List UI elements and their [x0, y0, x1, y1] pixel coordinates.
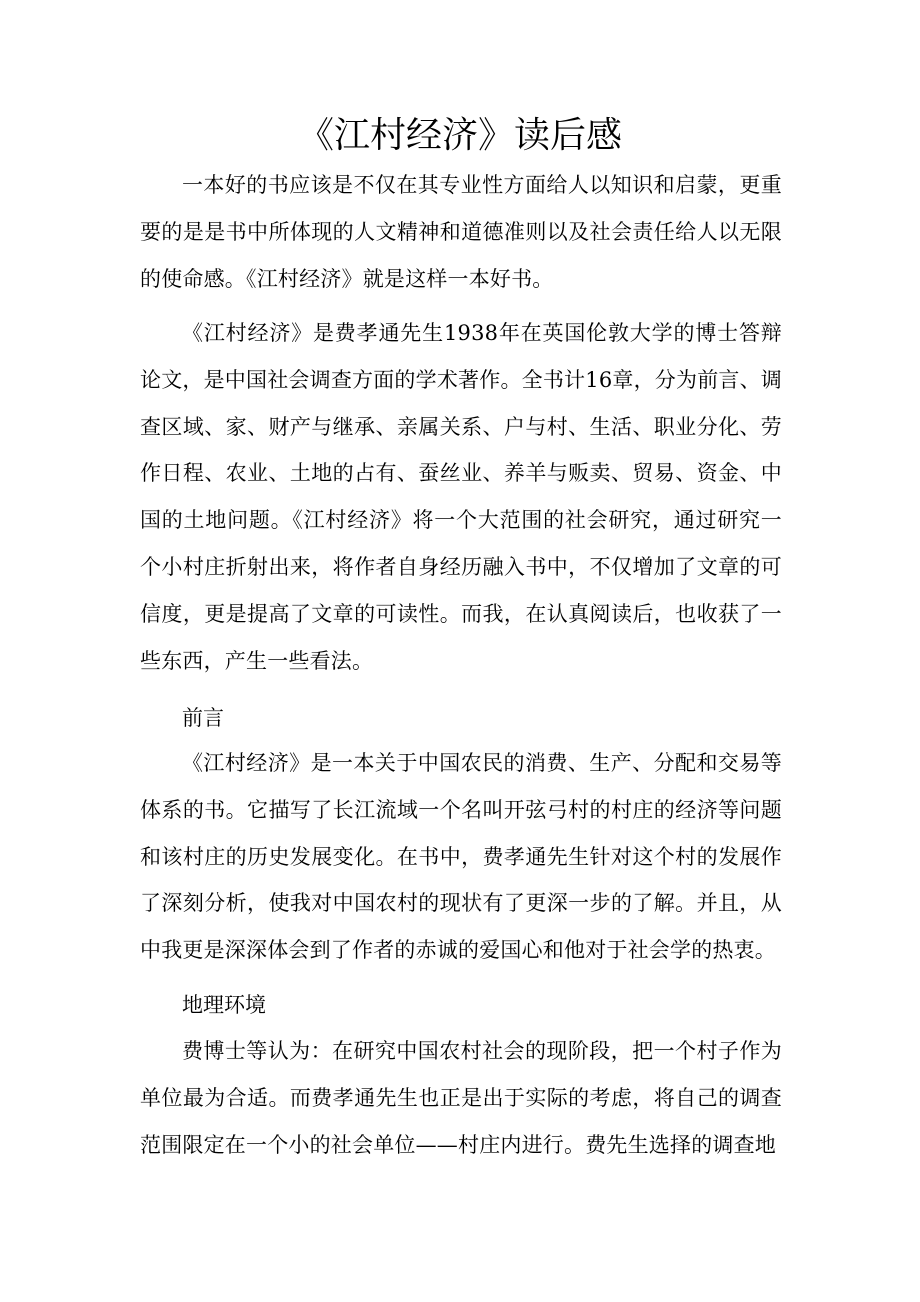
paragraph-preface: 《江村经济》是一本关于中国农民的消费、生产、分配和交易等体系的书。它描写了长江流域一个名叫开弦弓村的村庄的经济等问题和该村庄的历史发展变化。在书中，费孝通先生针对这个村的发展作了深刻分析，使我对中国农村的现状有了更深一步的了解。并且，从中我更是深深体会到了作者的赤诚的爱国心和他对于社会学的热衷。 [140, 751, 782, 963]
paragraph-overview: 《江村经济》是费孝通先生1938年在英国伦敦大学的博士答辩论文，是中国社会调查方面的学术著作。全书计16章，分为前言、调查区域、家、财产与继承、亲属关系、户与村、生活、职业分化、劳作日程、农业、土地的占有、蚕丝业、养羊与贩卖、贸易、资金、中国的土地问题。《江村经济》将一个大范围的社会研究，通过研究一个小村庄折射出来，将作者自身经历融入书中，不仅增加了文章的可信度，更是提高了文章的可读性。而我，在认真阅读后，也收获了一些东西，产生一些看法。 [140, 321, 782, 673]
document-title: 《江村经济》读后感 [297, 115, 622, 156]
section-heading-preface: 前言 [182, 706, 224, 730]
section-heading-geography: 地理环境 [182, 993, 266, 1017]
paragraph-intro: 一本好的书应该是不仅在其专业性方面给人以知识和启蒙，更重要的是是书中所体现的人文精神和道德准则以及社会责任给人以无限的使命感。《江村经济》就是这样一本好书。 [140, 173, 782, 291]
paragraph-geography: 费博士等认为：在研究中国农村社会的现阶段，把一个村子作为单位最为合适。而费孝通先生也正是出于实际的考虑，将自己的调查范围限定在一个小的社会单位——村庄内进行。费先生选择的调查地 [140, 1039, 782, 1157]
